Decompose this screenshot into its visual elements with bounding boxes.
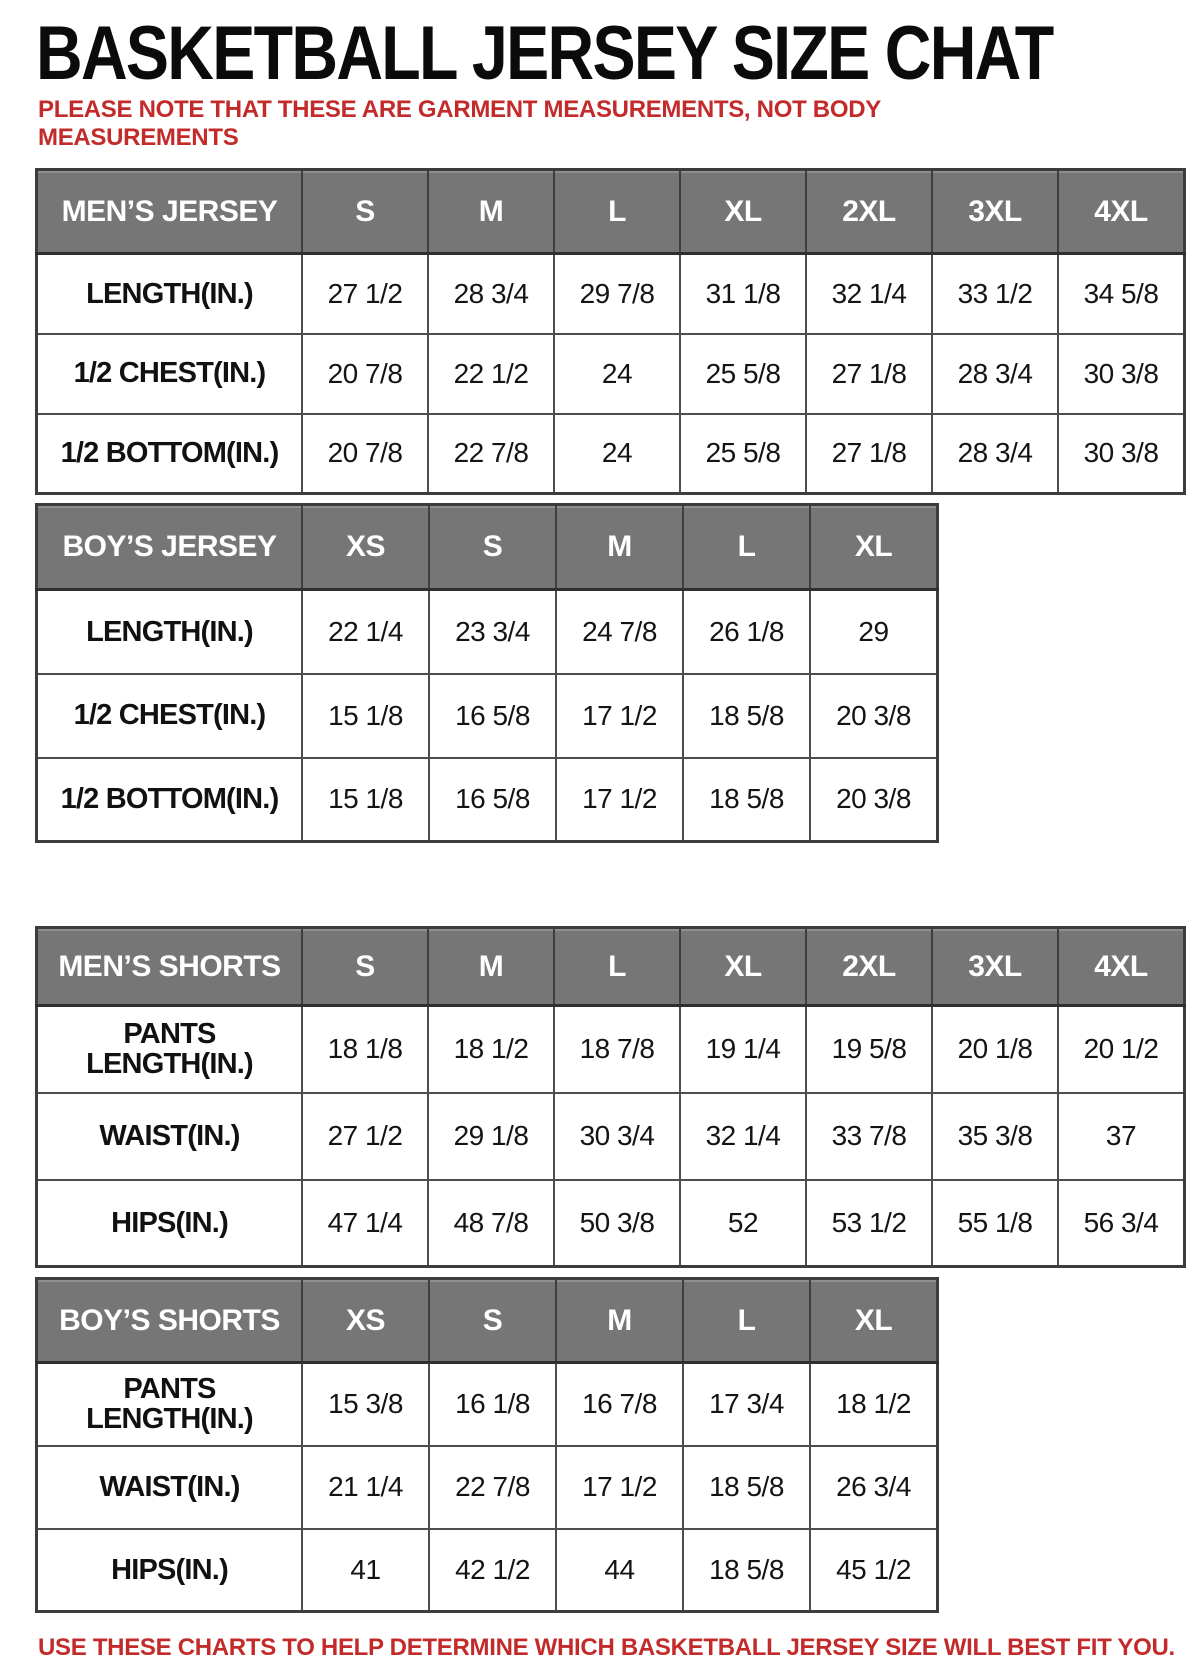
row-label-cell: HIPS(IN.) [37,1529,303,1612]
table-title-cell: BOY’S SHORTS [37,1279,303,1363]
value-cell: 27 1/8 [806,334,932,414]
value-cell: 30 3/8 [1058,334,1185,414]
value-cell: 16 5/8 [429,758,556,842]
value-cell: 16 5/8 [429,674,556,758]
value-cell: 16 7/8 [556,1363,683,1446]
value-cell: 20 7/8 [302,334,428,414]
value-cell: 22 1/2 [428,334,554,414]
table-row [37,1446,938,1529]
value-cell: 25 5/8 [680,334,806,414]
value-cell: 17 1/2 [556,1446,683,1529]
value-cell: 35 3/8 [932,1093,1058,1180]
value-cell: 20 3/8 [810,674,938,758]
value-cell: 17 3/4 [683,1363,810,1446]
table-title-cell: MEN’S SHORTS [37,928,303,1006]
size-header-cell: L [683,505,810,590]
value-cell: 24 7/8 [556,590,683,674]
value-cell: 18 5/8 [683,758,810,842]
value-cell: 18 1/2 [428,1006,554,1093]
value-cell: 25 5/8 [680,414,806,494]
size-header-cell: S [302,170,428,254]
value-cell: 28 3/4 [932,414,1058,494]
value-cell: 17 1/2 [556,674,683,758]
value-cell: 31 1/8 [680,254,806,334]
table-row [37,1006,1185,1093]
size-header-cell: XL [680,928,806,1006]
size-header-cell: M [428,170,554,254]
value-cell: 56 3/4 [1058,1180,1185,1267]
row-label-cell: 1/2 CHEST(IN.) [37,674,303,758]
value-cell: 26 3/4 [810,1446,938,1529]
table-row [37,254,1185,334]
size-table-mens-shorts [35,926,1186,1268]
mens-jersey-table-container [35,168,1186,495]
size-header-cell: L [554,928,680,1006]
row-label-cell: 1/2 BOTTOM(IN.) [37,758,303,842]
value-cell: 24 [554,334,680,414]
value-cell: 16 1/8 [429,1363,556,1446]
size-header-cell: S [429,1279,556,1363]
value-cell: 33 7/8 [806,1093,932,1180]
mens-shorts-table-container [35,926,1186,1268]
value-cell: 20 3/8 [810,758,938,842]
row-label-cell: PANTS LENGTH(IN.) [37,1363,303,1446]
value-cell: 44 [556,1529,683,1612]
size-header-cell: XS [302,1279,429,1363]
value-cell: 18 5/8 [683,674,810,758]
value-cell: 29 1/8 [428,1093,554,1180]
value-cell: 37 [1058,1093,1185,1180]
header-row [37,928,1185,1006]
value-cell: 28 3/4 [932,334,1058,414]
table-row [37,758,938,842]
value-cell: 34 5/8 [1058,254,1185,334]
value-cell: 18 7/8 [554,1006,680,1093]
size-header-cell: XL [810,505,938,590]
value-cell: 45 1/2 [810,1529,938,1612]
value-cell: 47 1/4 [302,1180,428,1267]
value-cell: 53 1/2 [806,1180,932,1267]
value-cell: 24 [554,414,680,494]
value-cell: 15 3/8 [302,1363,429,1446]
value-cell: 22 7/8 [429,1446,556,1529]
value-cell: 22 1/4 [302,590,429,674]
value-cell: 20 7/8 [302,414,428,494]
size-header-cell: L [683,1279,810,1363]
row-label-cell: WAIST(IN.) [37,1093,303,1180]
size-header-cell: 3XL [932,928,1058,1006]
size-table-mens-jersey [35,168,1186,495]
value-cell: 18 1/8 [302,1006,428,1093]
size-header-cell: 2XL [806,170,932,254]
size-header-cell: 4XL [1058,170,1185,254]
value-cell: 42 1/2 [429,1529,556,1612]
size-header-cell: L [554,170,680,254]
table-title-cell: BOY’S JERSEY [37,505,303,590]
header-row [37,1279,938,1363]
row-label-cell: 1/2 CHEST(IN.) [37,334,303,414]
boys-shorts-table-container [35,1277,939,1613]
value-cell: 22 7/8 [428,414,554,494]
value-cell: 32 1/4 [806,254,932,334]
table-row [37,674,938,758]
value-cell: 41 [302,1529,429,1612]
value-cell: 30 3/8 [1058,414,1185,494]
value-cell: 17 1/2 [556,758,683,842]
value-cell: 33 1/2 [932,254,1058,334]
value-cell: 15 1/8 [302,674,429,758]
value-cell: 26 1/8 [683,590,810,674]
value-cell: 48 7/8 [428,1180,554,1267]
fit-advice-footer: USE THESE CHARTS TO HELP DETERMINE WHICH BASKETBALL JERSEY SIZE WILL BEST FIT YOU. [38,1634,1175,1661]
table-row [37,1363,938,1446]
size-header-cell: XS [302,505,429,590]
size-header-cell: 3XL [932,170,1058,254]
value-cell: 29 7/8 [554,254,680,334]
size-table-boys-shorts [35,1277,939,1613]
header-row [37,505,938,590]
value-cell: 20 1/2 [1058,1006,1185,1093]
size-header-cell: 2XL [806,928,932,1006]
size-header-cell: M [556,505,683,590]
table-title-cell: MEN’S JERSEY [37,170,303,254]
row-label-cell: PANTS LENGTH(IN.) [37,1006,303,1093]
size-header-cell: M [556,1279,683,1363]
value-cell: 55 1/8 [932,1180,1058,1267]
row-label-cell: LENGTH(IN.) [37,254,303,334]
size-table-boys-jersey [35,503,939,843]
value-cell: 18 5/8 [683,1529,810,1612]
size-header-cell: S [429,505,556,590]
table-row [37,1180,1185,1267]
boys-jersey-table-container [35,503,939,843]
value-cell: 15 1/8 [302,758,429,842]
value-cell: 20 1/8 [932,1006,1058,1093]
size-header-cell: S [302,928,428,1006]
value-cell: 19 1/4 [680,1006,806,1093]
value-cell: 27 1/2 [302,1093,428,1180]
row-label-cell: 1/2 BOTTOM(IN.) [37,414,303,494]
garment-measurement-note: PLEASE NOTE THAT THESE ARE GARMENT MEASUREMENTS, NOT BODY MEASUREMENTS [38,96,881,152]
size-header-cell: XL [680,170,806,254]
row-label-cell: HIPS(IN.) [37,1180,303,1267]
table-row [37,1093,1185,1180]
value-cell: 18 5/8 [683,1446,810,1529]
value-cell: 19 5/8 [806,1006,932,1093]
value-cell: 18 1/2 [810,1363,938,1446]
row-label-cell: WAIST(IN.) [37,1446,303,1529]
value-cell: 27 1/2 [302,254,428,334]
table-row [37,334,1185,414]
value-cell: 28 3/4 [428,254,554,334]
value-cell: 50 3/8 [554,1180,680,1267]
value-cell: 27 1/8 [806,414,932,494]
value-cell: 32 1/4 [680,1093,806,1180]
size-header-cell: M [428,928,554,1006]
size-header-cell: XL [810,1279,938,1363]
page-title: BASKETBALL JERSEY SIZE CHAT [36,11,1053,96]
value-cell: 30 3/4 [554,1093,680,1180]
table-row [37,1529,938,1612]
table-row [37,590,938,674]
value-cell: 29 [810,590,938,674]
header-row [37,170,1185,254]
row-label-cell: LENGTH(IN.) [37,590,303,674]
value-cell: 23 3/4 [429,590,556,674]
value-cell: 52 [680,1180,806,1267]
value-cell: 21 1/4 [302,1446,429,1529]
table-row [37,414,1185,494]
size-header-cell: 4XL [1058,928,1185,1006]
